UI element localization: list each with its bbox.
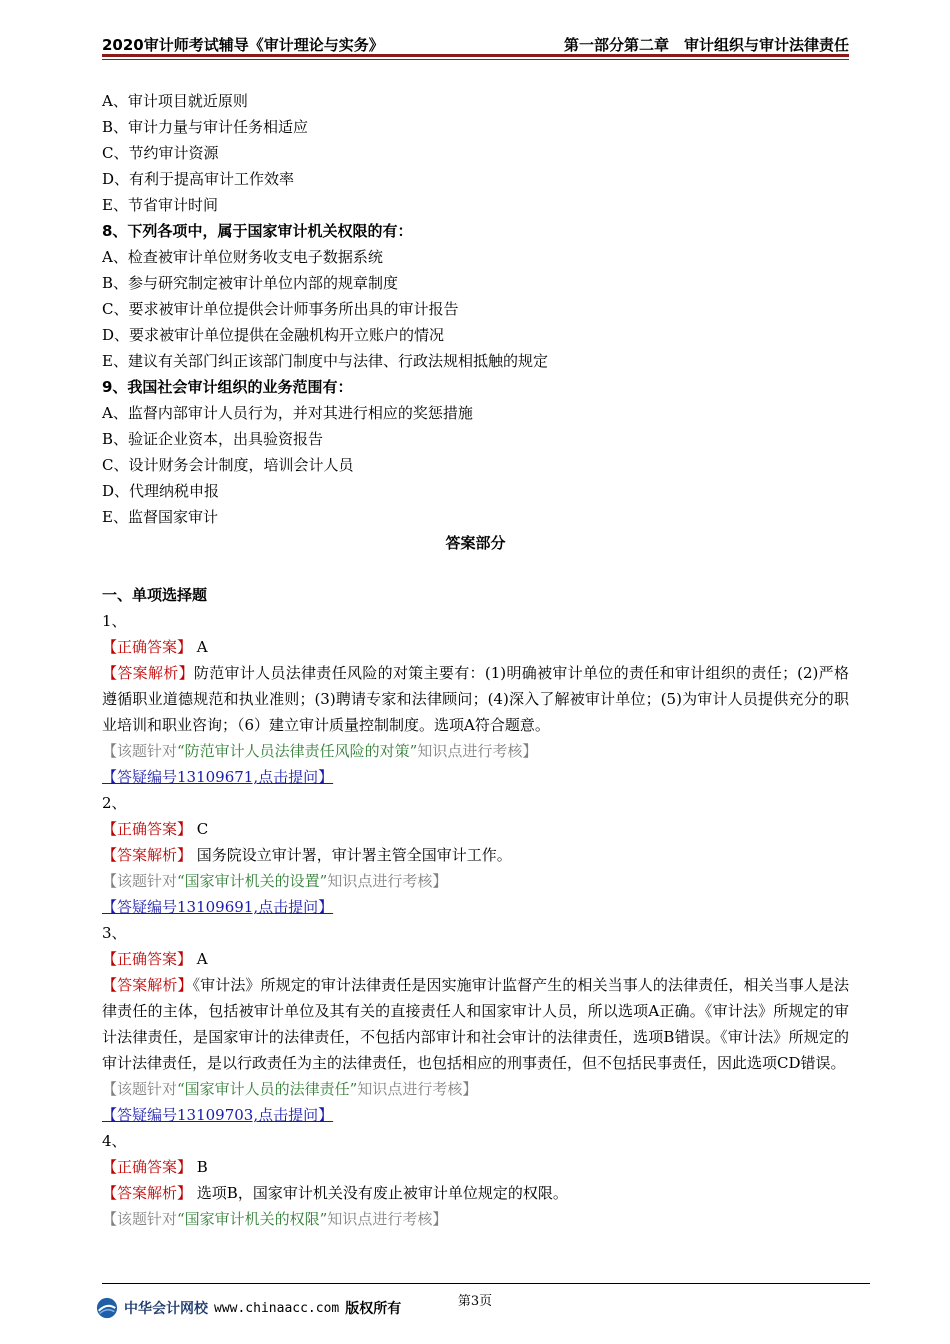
answer-analysis: [102, 842, 849, 868]
ask-question-link[interactable]: 【答疑编号13109703,点击提问】: [102, 1106, 334, 1124]
q9-option-d: D、代理纳税申报: [102, 482, 220, 500]
analysis-text: 国务院设立审计署，审计署主管全国审计工作。: [196, 846, 512, 864]
q7-option-d: D、有利于提高审计工作效率: [102, 170, 295, 188]
q7-option-e: E、节省审计时间: [102, 196, 218, 214]
q9-option-a: A、监督内部审计人员行为，并对其进行相应的奖惩措施: [102, 404, 473, 422]
q7-option-b: B、审计力量与审计任务相适应: [102, 118, 309, 136]
correct-answer-row: [102, 946, 849, 972]
kp-suffix: 知识点进行考核】: [357, 1080, 478, 1098]
correct-answer-value: A: [196, 638, 208, 656]
q9-title: 9、我国社会审计组织的业务范围有：: [102, 378, 353, 396]
header-chapter-title: 第一部分第二章 审计组织与审计法律责任: [563, 36, 849, 54]
footer-rights: 版权所有: [345, 1301, 402, 1317]
correct-answer-value: A: [196, 950, 208, 968]
analysis-text: 防范审计人员法律责任风险的对策主要有：(1)明确被审计单位的责任和审计组织的责任；(2)严格遵循职业道德规范和执业准则；(3)聘请专家和法律顾问；(4)深入了解被审计单位；(5)为审计人员提供充分的职业培训和职业咨询；（6）建立审计质量控制制度。选项A符合题意。: [102, 664, 849, 734]
correct-answer-label: 【正确答案】: [102, 1158, 193, 1176]
chinaacc-logo-icon: [96, 1297, 118, 1319]
q9-option-b: B、验证企业资本，出具验资报告: [102, 430, 324, 448]
correct-answer-label: 【正确答案】: [102, 638, 193, 656]
analysis-label: 【答案解析】: [102, 664, 194, 682]
q8-option-b: B、参与研究制定被审计单位内部的规章制度: [102, 274, 399, 292]
q9-option-e: E、监督国家审计: [102, 508, 218, 526]
kp-name: “国家审计人员的法律责任”: [177, 1080, 358, 1098]
analysis-text: 选项B，国家审计机关没有废止被审计单位规定的权限。: [196, 1184, 568, 1202]
analysis-text: 《审计法》所规定的审计法律责任是因实施审计监督产生的相关当事人的法律责任，相关当事人是法律责任的主体，包括被审计单位及其有关的直接责任人和国家审计人员，所以选项A正确。《审计法》所规定的审计法律责任，是国家审计的法律责任，不包括内部审计和社会审计的法律责任，选项B错误。《审计法》所规定的审计法律责任，是以行政责任为主的法律责任，也包括相应的刑事责任，但不包括民事责任，因此选项CD错误。: [102, 976, 849, 1072]
answer-analysis: [102, 1180, 849, 1206]
correct-answer-value: B: [196, 1158, 208, 1176]
q8-option-d: D、要求被审计单位提供在金融机构开立账户的情况: [102, 326, 445, 344]
correct-answer-row: [102, 1154, 849, 1180]
correct-answer-label: 【正确答案】: [102, 820, 193, 838]
document-body: [102, 88, 849, 1232]
correct-answer-row: [102, 634, 849, 660]
header-book-title: 2020审计师考试辅导《审计理论与实务》: [102, 36, 384, 54]
kp-suffix: 知识点进行考核】: [327, 1210, 448, 1228]
answer-section-title: 答案部分: [445, 534, 506, 552]
answer-item-number: 3、: [102, 924, 127, 942]
answer-analysis: [102, 972, 849, 1076]
correct-answer-row: [102, 816, 849, 842]
ask-question-link[interactable]: 【答疑编号13109671,点击提问】: [102, 768, 334, 786]
q8-title: 8、下列各项中，属于国家审计机关权限的有：: [102, 222, 413, 240]
kp-prefix: 【该题针对: [102, 872, 178, 890]
analysis-label: 【答案解析】: [102, 976, 193, 994]
q7-option-c: C、节约审计资源: [102, 144, 219, 162]
knowledge-point: [102, 738, 849, 764]
spacer: [102, 556, 849, 582]
header-rule-thick: [102, 54, 849, 57]
correct-answer-label: 【正确答案】: [102, 950, 193, 968]
kp-suffix: 知识点进行考核】: [327, 872, 448, 890]
answer-item-number: 4、: [102, 1132, 127, 1150]
answer-analysis: [102, 660, 849, 738]
q8-option-c: C、要求被审计单位提供会计师事务所出具的审计报告: [102, 300, 459, 318]
analysis-label: 【答案解析】: [102, 1184, 193, 1202]
analysis-label: 【答案解析】: [102, 846, 193, 864]
answer-section-subtitle: 一、单项选择题: [102, 586, 208, 604]
kp-prefix: 【该题针对: [102, 742, 178, 760]
kp-suffix: 知识点进行考核】: [417, 742, 538, 760]
q8-option-a: A、检查被审计单位财务收支电子数据系统: [102, 248, 383, 266]
kp-prefix: 【该题针对: [102, 1210, 178, 1228]
knowledge-point: [102, 1206, 849, 1232]
q7-option-a: A、审计项目就近原则: [102, 92, 248, 110]
footer-rule: [102, 1283, 870, 1284]
q8-option-e: E、建议有关部门纠正该部门制度中与法律、行政法规相抵触的规定: [102, 352, 548, 370]
header-rule-thin: [102, 59, 849, 60]
answer-item-number: 2、: [102, 794, 127, 812]
kp-name: “国家审计机关的设置”: [177, 872, 328, 890]
kp-name: “防范审计人员法律责任风险的对策”: [177, 742, 418, 760]
kp-prefix: 【该题针对: [102, 1080, 178, 1098]
knowledge-point: [102, 868, 849, 894]
answer-item-number: 1、: [102, 612, 127, 630]
knowledge-point: [102, 1076, 849, 1102]
footer-brand-name: 中华会计网校: [124, 1301, 208, 1317]
footer-brand: [96, 1296, 401, 1320]
ask-question-link[interactable]: 【答疑编号13109691,点击提问】: [102, 898, 334, 916]
kp-name: “国家审计机关的权限”: [177, 1210, 328, 1228]
correct-answer-value: C: [196, 820, 209, 838]
footer-url[interactable]: www.chinaacc.com: [214, 1300, 340, 1316]
page-number: 第3页: [457, 1294, 493, 1309]
q9-option-c: C、设计财务会计制度，培训会计人员: [102, 456, 354, 474]
